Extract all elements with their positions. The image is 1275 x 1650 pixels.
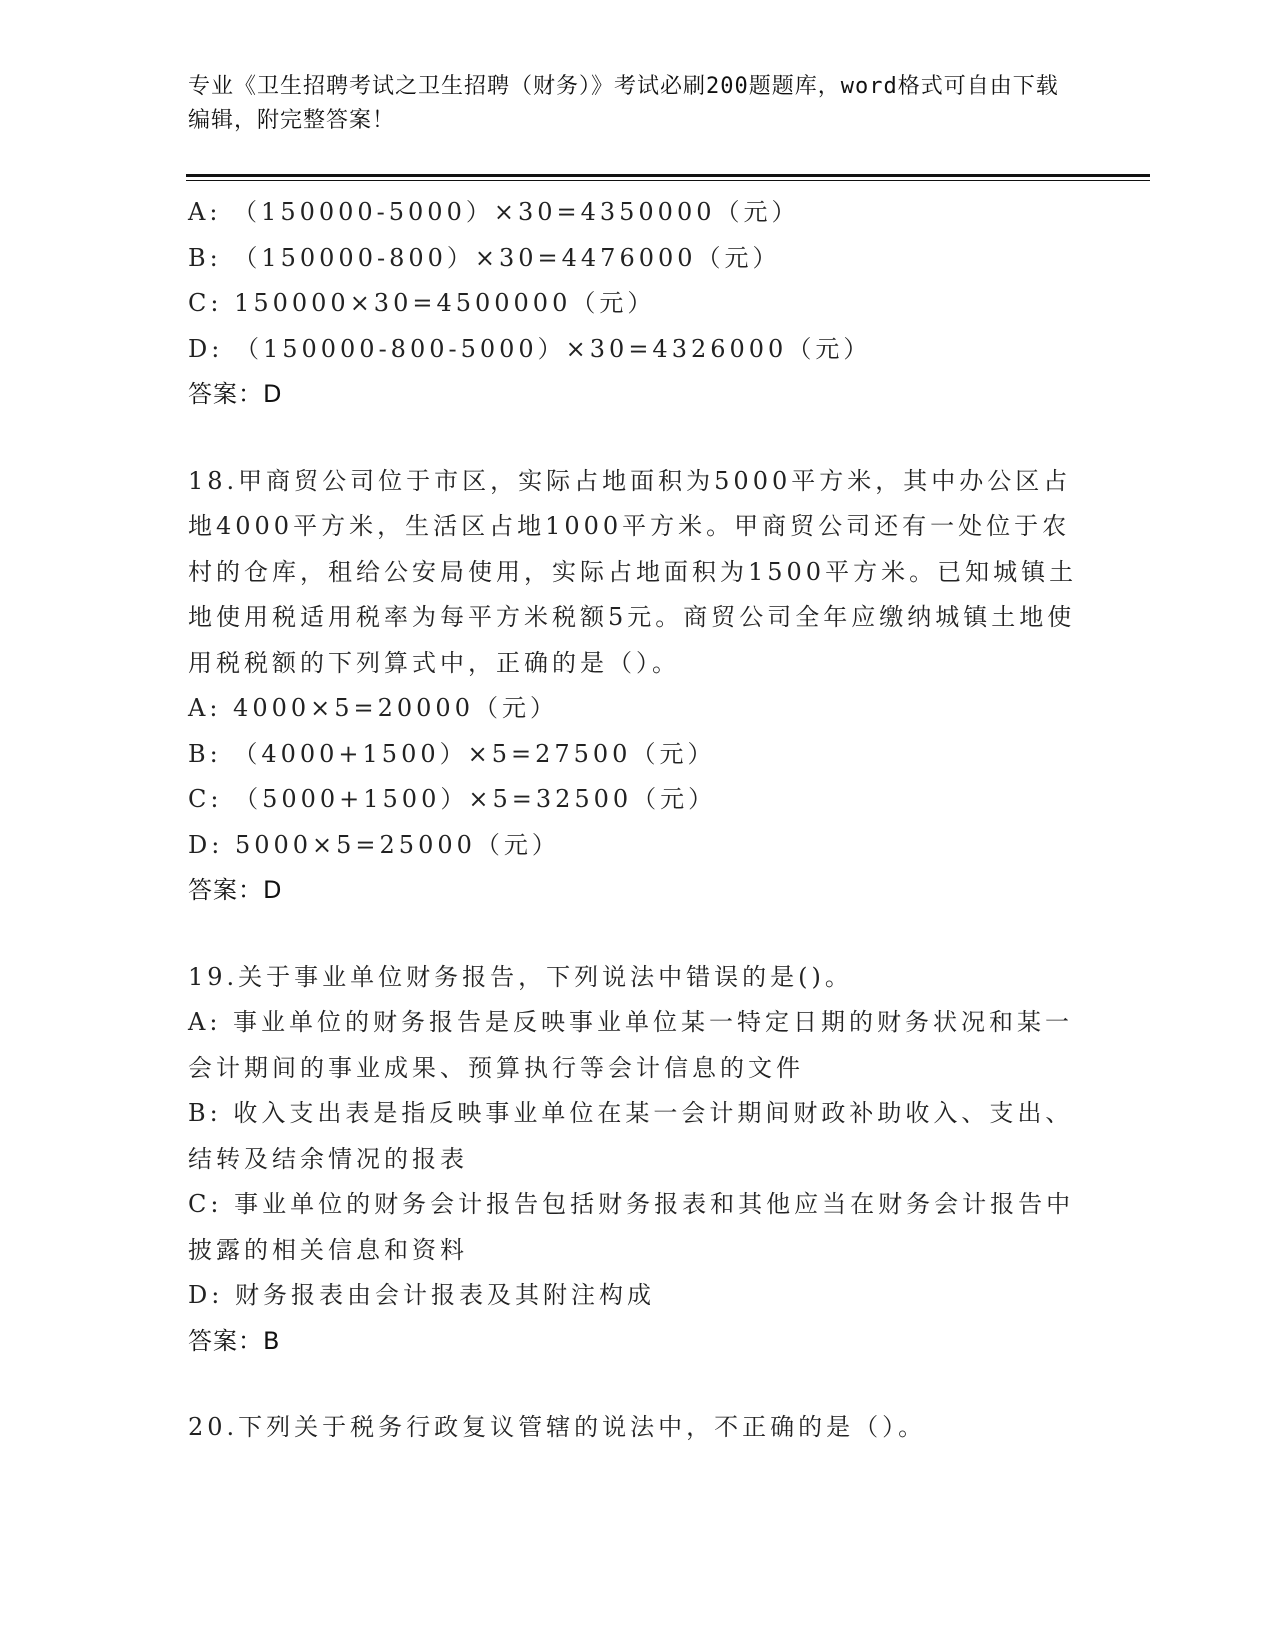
question-17 <box>188 190 1083 418</box>
option-c: C: 150000×30=4500000（元） <box>188 289 656 317</box>
spacer <box>188 418 1083 459</box>
answer-19: 答案：B <box>188 1326 281 1355</box>
question-20-text: 20.下列关于税务行政复议管辖的说法中，不正确的是（）。 <box>188 1413 927 1441</box>
header-divider-thick <box>186 174 1150 177</box>
option-d: D: 5000×5=25000（元） <box>188 830 560 859</box>
option-d: D: （150000-800-5000）×30=4326000（元） <box>188 334 872 363</box>
option-a: A: 事业单位的财务报告是反映事业单位某一特定日期的财务状况和某一会计期间的事业成果、预算执行等会计信息的文件 <box>188 1008 1074 1082</box>
question-19-text: 19.关于事业单位财务报告，下列说法中错误的是()。 <box>188 962 853 991</box>
spacer <box>188 914 1083 955</box>
option-a: A: 4000×5=20000（元） <box>188 694 558 722</box>
header-title: 专业《卫生招聘考试之卫生招聘（财务）》考试必刷200题题库，word格式可自由下载编辑，附完整答案！ <box>188 74 1059 133</box>
spacer <box>188 1364 1083 1405</box>
option-b: B: 收入支出表是指反映事业单位在某一会计期间财政补助收入、支出、结转及结余情况的报表 <box>188 1099 1074 1173</box>
header-divider-thin <box>186 180 1150 181</box>
question-20 <box>188 1405 1083 1451</box>
question-18 <box>188 459 1083 914</box>
option-c: C: 事业单位的财务会计报告包括财务报表和其他应当在财务会计报告中披露的相关信息和资料 <box>188 1190 1075 1264</box>
question-18-text: 18.甲商贸公司位于市区，实际占地面积为5000平方米，其中办公区占地4000平方米，生活区占地1000平方米。甲商贸公司还有一处位于农村的仓库，租给公安局使用，实际占地面积为1500平方米。已知城镇土地使用税适用税率为每平方米税额5元。商贸公司全年应缴纳城镇土地使用税税额的下列算式中，正确的是（）。 <box>188 466 1078 677</box>
document-header <box>188 70 1068 138</box>
answer-18: 答案：D <box>188 876 283 904</box>
answer-17: 答案：D <box>188 380 283 408</box>
option-a: A: （150000-5000）×30=4350000（元） <box>188 198 800 226</box>
option-d: D: 财务报表由会计报表及其附注构成 <box>188 1281 655 1309</box>
option-b: B: （150000-800）×30=4476000（元） <box>188 243 781 272</box>
option-c: C: （5000+1500）×5=32500（元） <box>188 785 717 813</box>
question-19 <box>188 955 1083 1365</box>
option-b: B: （4000+1500）×5=27500（元） <box>188 739 716 768</box>
question-list <box>188 190 1083 1451</box>
